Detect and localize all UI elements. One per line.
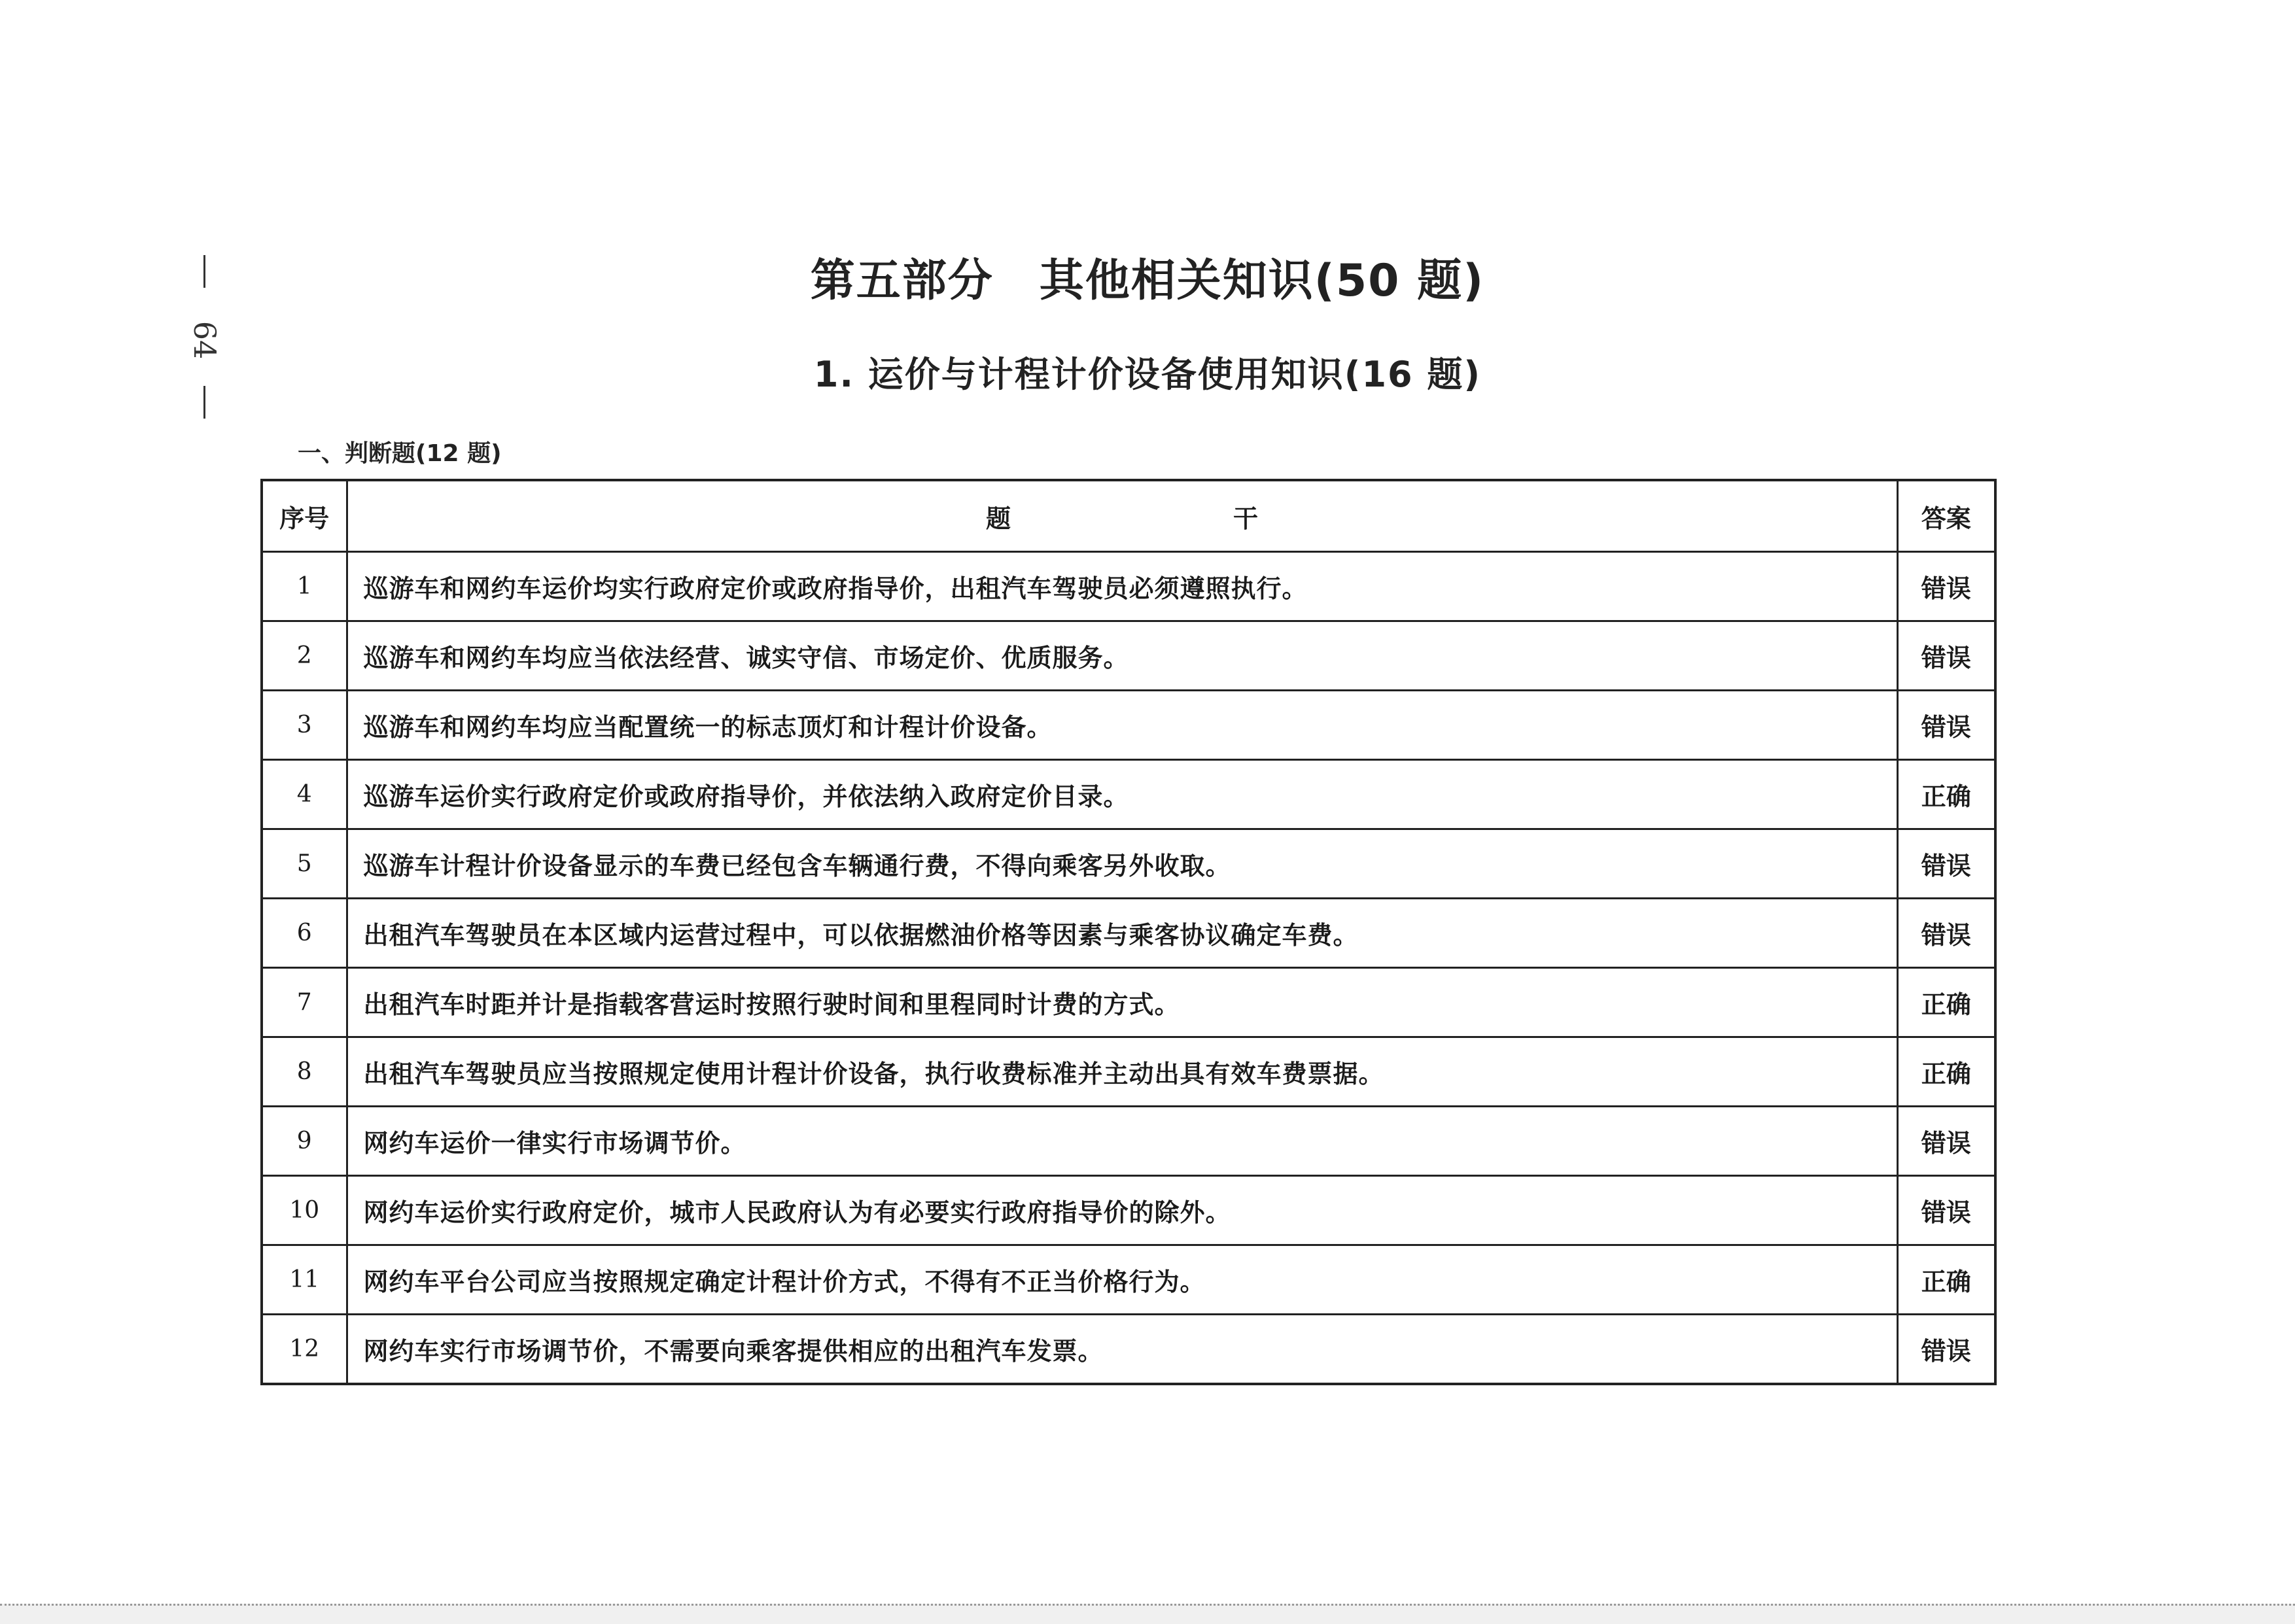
row-question: 网约车实行市场调节价，不需要向乘客提供相应的出租汽车发票。 — [347, 1315, 1897, 1385]
row-question: 网约车平台公司应当按照规定确定计程计价方式，不得有不正当价格行为。 — [347, 1245, 1897, 1315]
table-row — [262, 552, 1995, 621]
section-heading: 一、判断题(12 题) — [298, 440, 502, 467]
header-question-left: 题 — [985, 504, 1011, 533]
table-row — [262, 1037, 1995, 1107]
row-question: 网约车运价实行政府定价，城市人民政府认为有必要实行政府指导价的除外。 — [347, 1176, 1897, 1245]
row-number: 9 — [262, 1107, 347, 1176]
table-row — [262, 691, 1995, 760]
row-number: 3 — [262, 691, 347, 760]
row-question: 网约车运价一律实行市场调节价。 — [347, 1107, 1897, 1176]
table-row — [262, 760, 1995, 829]
header-answer: 答案 — [1897, 480, 1995, 552]
row-number: 12 — [262, 1315, 347, 1385]
page-subtitle: 1. 运价与计程计价设备使用知识(16 题) — [813, 354, 1482, 395]
row-answer: 错误 — [1897, 1107, 1995, 1176]
table-row — [262, 899, 1995, 968]
row-number: 8 — [262, 1037, 347, 1107]
table-row — [262, 1176, 1995, 1245]
row-question: 出租汽车时距并计是指载客营运时按照行驶时间和里程同时计费的方式。 — [347, 968, 1897, 1037]
table-row — [262, 968, 1995, 1037]
row-answer: 错误 — [1897, 552, 1995, 621]
row-number: 1 — [262, 552, 347, 621]
page-title: 第五部分 其他相关知识(50 题) — [810, 255, 1485, 307]
table-row — [262, 1245, 1995, 1315]
page-number: 64 — [187, 320, 222, 360]
table-header-row — [262, 480, 1995, 552]
row-question: 巡游车计程计价设备显示的车费已经包含车辆通行费，不得向乘客另外收取。 — [347, 829, 1897, 899]
row-answer: 正确 — [1897, 1245, 1995, 1315]
table-row — [262, 1315, 1995, 1385]
row-number: 4 — [262, 760, 347, 829]
row-number: 11 — [262, 1245, 347, 1315]
row-answer: 正确 — [1897, 968, 1995, 1037]
row-number: 6 — [262, 899, 347, 968]
header-question-right: 干 — [1233, 504, 1259, 533]
row-question: 出租汽车驾驶员应当按照规定使用计程计价设备，执行收费标准并主动出具有效车费票据。 — [347, 1037, 1897, 1107]
row-question: 巡游车运价实行政府定价或政府指导价，并依法纳入政府定价目录。 — [347, 760, 1897, 829]
row-question: 出租汽车驾驶员在本区域内运营过程中，可以依据燃油价格等因素与乘客协议确定车费。 — [347, 899, 1897, 968]
row-question: 巡游车和网约车均应当配置统一的标志顶灯和计程计价设备。 — [347, 691, 1897, 760]
row-question: 巡游车和网约车均应当依法经营、诚实守信、市场定价、优质服务。 — [347, 621, 1897, 691]
table-row — [262, 1107, 1995, 1176]
row-number: 7 — [262, 968, 347, 1037]
row-number: 5 — [262, 829, 347, 899]
row-question: 巡游车和网约车运价均实行政府定价或政府指导价，出租汽车驾驶员必须遵照执行。 — [347, 552, 1897, 621]
row-number: 2 — [262, 621, 347, 691]
row-answer: 正确 — [1897, 1037, 1995, 1107]
row-number: 10 — [262, 1176, 347, 1245]
row-answer: 错误 — [1897, 1176, 1995, 1245]
question-table — [260, 479, 1997, 1385]
row-answer: 错误 — [1897, 829, 1995, 899]
scan-bottom-edge — [0, 1604, 2295, 1624]
table-row — [262, 621, 1995, 691]
header-question — [347, 480, 1897, 552]
row-answer: 正确 — [1897, 760, 1995, 829]
row-answer: 错误 — [1897, 691, 1995, 760]
row-answer: 错误 — [1897, 899, 1995, 968]
header-number: 序号 — [262, 480, 347, 552]
table-row — [262, 829, 1995, 899]
row-answer: 错误 — [1897, 621, 1995, 691]
row-answer: 错误 — [1897, 1315, 1995, 1385]
